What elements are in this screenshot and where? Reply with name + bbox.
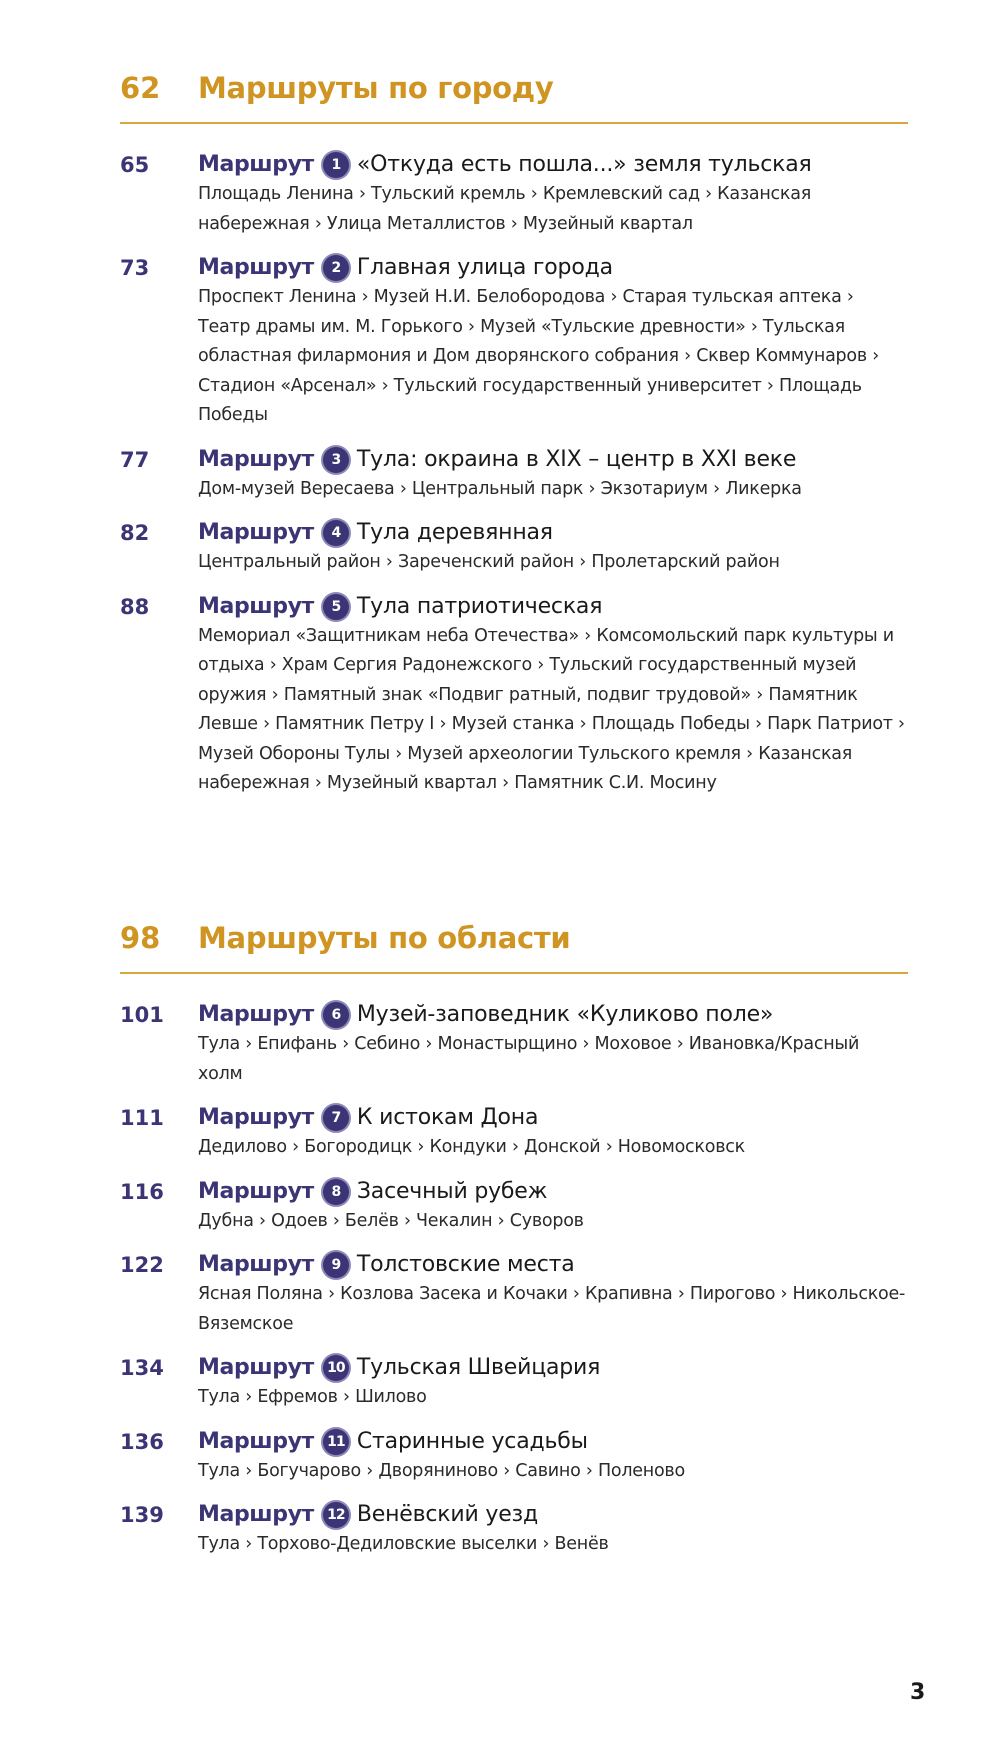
- section-title: Маршруты по области: [198, 921, 571, 955]
- section-title: Маршруты по городу: [198, 71, 554, 105]
- entry-page-number: 134: [120, 1356, 164, 1380]
- route-number-badge: 4: [323, 520, 349, 546]
- route-title: К истокам Дона: [356, 1105, 539, 1130]
- entry-page-number: 82: [120, 521, 150, 545]
- entry-page-number: 65: [120, 153, 150, 177]
- route-label: Маршрут: [198, 1355, 314, 1380]
- toc-entry[interactable]: [120, 445, 908, 505]
- route-stops: Проспект Ленина › Музей Н.И. Белобородова › Старая тульская аптека › Театр драмы им. М. Горького › Музей «Тульские древности» › Тульская областная филармония и Дом дворянского собрания › Сквер Коммунаров › Стадион «Арсенал» › Тульский государственный университет › Площадь Победы: [198, 287, 879, 425]
- toc-entry[interactable]: [120, 150, 908, 239]
- route-stops: Дубна › Одоев › Белёв › Чекалин › Суворов: [198, 1210, 584, 1231]
- route-stops: Дом-музей Вересаева › Центральный парк › Экзотариум › Ликерка: [198, 478, 802, 499]
- route-label: Маршрут: [198, 1105, 314, 1130]
- route-number-badge: 5: [323, 594, 349, 620]
- route-label: Маршрут: [198, 1252, 314, 1277]
- route-label: Маршрут: [198, 1178, 314, 1204]
- entry-page-number: 73: [120, 256, 150, 280]
- entry-page-number: 139: [120, 1503, 164, 1527]
- toc-section-region: [120, 918, 908, 1574]
- route-title: Тула патриотическая: [356, 593, 603, 619]
- toc-entry[interactable]: [120, 1103, 908, 1163]
- route-stops: Тула › Епифань › Себино › Монастырщино › Моховое › Ивановка/Красный холм: [198, 1034, 860, 1084]
- toc-entry[interactable]: [120, 1353, 908, 1413]
- route-stops: Мемориал «Защитникам неба Отечества» › Комсомольский парк культуры и отдыха › Храм Сергия Радонежского › Тульский государственный музей оружия › Памятный знак «Подвиг ратный, подвиг трудовой» › Памятник Левше › Памятник Петру I › Музей станка › Площадь Победы › Парк Патриот › Музей Обороны Тулы › Музей археологии Тульского кремля › Казанская набережная › Музейный квартал › Памятник С.И. Мосину: [198, 625, 905, 793]
- route-label: Маршрут: [198, 255, 314, 280]
- route-number-badge: 6: [323, 1002, 349, 1028]
- toc-entry[interactable]: [120, 1500, 908, 1560]
- route-label: Маршрут: [198, 446, 314, 472]
- route-stops: Тула › Ефремов › Шилово: [198, 1387, 427, 1407]
- route-title: Главная улица города: [356, 255, 613, 280]
- route-number-badge: 11: [323, 1429, 349, 1455]
- toc-entry-list: [120, 1000, 908, 1560]
- route-title: Засечный рубеж: [356, 1178, 548, 1204]
- section-heading: [120, 68, 908, 124]
- entry-page-number: 111: [120, 1106, 164, 1130]
- route-stops: Ясная Поляна › Козлова Засека и Кочаки › Крапивна › Пирогово › Никольское-Вяземское: [198, 1284, 906, 1334]
- toc-entry[interactable]: [120, 1427, 908, 1487]
- entry-page-number: 101: [120, 1003, 164, 1027]
- entry-page-number: 136: [120, 1429, 164, 1454]
- toc-entry[interactable]: [120, 518, 908, 578]
- route-stops: Площадь Ленина › Тульский кремль › Кремлевский сад › Казанская набережная › Улица Металлистов › Музейный квартал: [198, 184, 811, 234]
- toc-entry[interactable]: [120, 592, 908, 799]
- route-number-badge: 10: [323, 1355, 349, 1381]
- route-title: Тула деревянная: [356, 520, 553, 545]
- route-label: Маршрут: [198, 520, 314, 545]
- route-title: Музей-заповедник «Куликово поле»: [356, 1002, 774, 1027]
- entry-page-number: 77: [120, 447, 150, 472]
- toc-entry[interactable]: [120, 1000, 908, 1089]
- section-page-number: 98: [120, 921, 161, 955]
- page-number: 3: [910, 1680, 926, 1705]
- toc-entry-list: [120, 150, 908, 799]
- route-title: «Откуда есть пошла...» земля тульская: [356, 152, 812, 177]
- route-stops: Дедилово › Богородицк › Кондуки › Донской › Новомосковск: [198, 1137, 745, 1157]
- route-number-badge: 2: [323, 255, 349, 281]
- route-number-badge: 9: [323, 1252, 349, 1278]
- route-label: Маршрут: [198, 1428, 314, 1454]
- route-title: Тула: окраина в XIX – центр в XXI веке: [356, 446, 797, 472]
- route-number-badge: 1: [323, 152, 349, 178]
- toc-entry[interactable]: [120, 253, 908, 431]
- toc-entry[interactable]: [120, 1177, 908, 1237]
- route-label: Маршрут: [198, 1502, 314, 1527]
- route-label: Маршрут: [198, 152, 314, 177]
- route-number-badge: 3: [323, 447, 349, 473]
- route-stops: Центральный район › Зареченский район › Пролетарский район: [198, 552, 780, 572]
- route-stops: Тула › Торхово-Дедиловские выселки › Венёв: [198, 1534, 609, 1554]
- route-number-badge: 7: [323, 1105, 349, 1131]
- route-number-badge: 8: [323, 1179, 349, 1205]
- route-title: Тульская Швейцария: [356, 1355, 601, 1380]
- toc-section-city: [120, 68, 908, 813]
- route-number-badge: 12: [323, 1502, 349, 1528]
- route-label: Маршрут: [198, 1002, 314, 1027]
- route-title: Венёвский уезд: [356, 1502, 539, 1527]
- entry-page-number: 88: [120, 594, 150, 619]
- entry-page-number: 116: [120, 1179, 164, 1204]
- section-page-number: 62: [120, 71, 161, 105]
- route-stops: Тула › Богучарово › Дворяниново › Савино › Поленово: [198, 1460, 685, 1481]
- section-heading: [120, 918, 908, 974]
- entry-page-number: 122: [120, 1253, 164, 1277]
- route-title: Толстовские места: [356, 1252, 575, 1277]
- route-label: Маршрут: [198, 593, 314, 619]
- route-title: Старинные усадьбы: [356, 1428, 588, 1454]
- toc-entry[interactable]: [120, 1250, 908, 1339]
